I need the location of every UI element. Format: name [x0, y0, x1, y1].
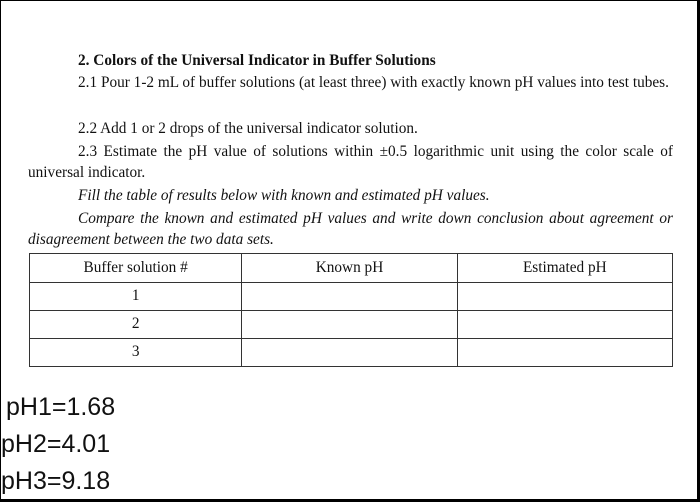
ph-notes	[1, 389, 115, 499]
header-known-ph: Known pH	[242, 254, 457, 283]
instruction-fill-table: Fill the table of results below with known and estimated pH values.	[78, 187, 490, 204]
cell-estimated-ph	[457, 339, 672, 367]
cell-known-ph	[242, 311, 457, 339]
instruction-compare: Compare the known and estimated pH values and write down conclusion about agreement or disagreement between the two data sets.	[28, 210, 673, 248]
step-2-3: 2.3 Estimate the pH value of solutions within ±0.5 logarithmic unit using the color scale of universal indicator.	[28, 143, 673, 181]
document-page	[1, 1, 697, 499]
cell-known-ph	[242, 339, 457, 367]
table-row	[30, 311, 673, 339]
table-row	[30, 339, 673, 367]
results-table	[29, 253, 673, 367]
cell-known-ph	[242, 283, 457, 311]
cell-buffer-number: 2	[30, 311, 242, 339]
note-ph3: pH3=9.18	[1, 467, 111, 495]
cell-estimated-ph	[457, 311, 672, 339]
table-row	[30, 283, 673, 311]
header-estimated-ph: Estimated pH	[457, 254, 672, 283]
step-2-1: 2.1 Pour 1-2 mL of buffer solutions (at least three) with exactly known pH values into test tubes.	[78, 74, 669, 91]
header-buffer-solution: Buffer solution #	[30, 254, 242, 283]
table-header-row	[30, 254, 673, 283]
cell-buffer-number: 1	[30, 283, 242, 311]
cell-estimated-ph	[457, 283, 672, 311]
section-heading: 2. Colors of the Universal Indicator in Buffer Solutions	[78, 52, 436, 69]
step-2-2: 2.2 Add 1 or 2 drops of the universal indicator solution.	[78, 120, 418, 137]
cell-buffer-number: 3	[30, 339, 242, 367]
note-ph1: pH1=1.68	[6, 393, 116, 421]
note-ph2: pH2=4.01	[1, 430, 111, 458]
